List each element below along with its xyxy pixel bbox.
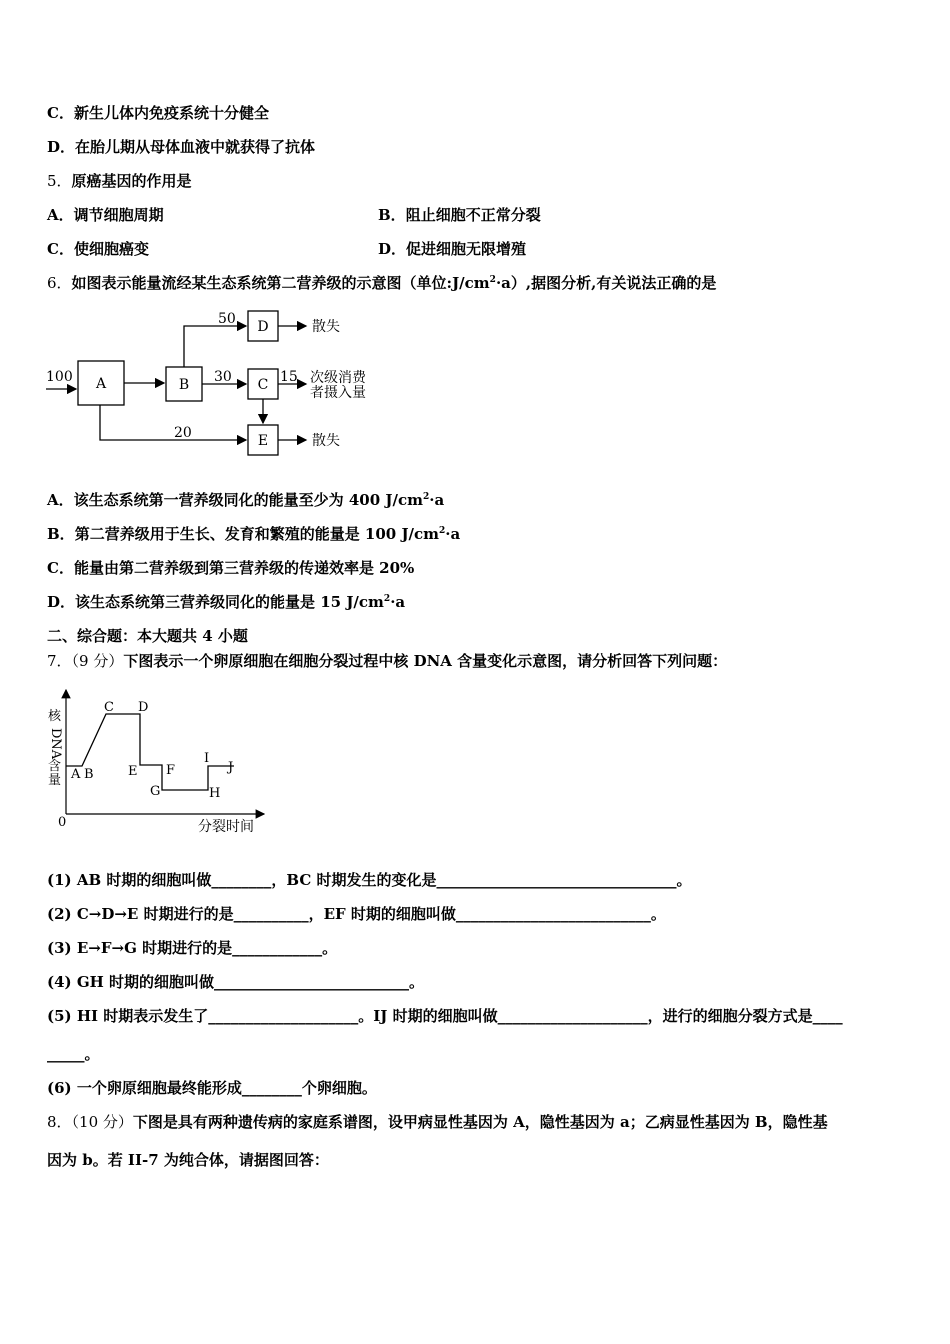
q5-option-b: B．阻止细胞不正常分裂 — [378, 206, 541, 224]
label-next-1: 次级消费 — [310, 370, 366, 386]
q7-sub-5: (5) HI 时期表示发生了____________________。IJ 时期的细胞叫做____________________，进行的细胞分裂方式是____ — [47, 1007, 843, 1025]
q7-sub-1: (1) AB 时期的细胞叫做________，BC 时期发生的变化是________________________________。 — [47, 871, 692, 889]
point-i: I — [204, 751, 210, 766]
section-2-title: 二、综合题：本大题共 4 小题 — [47, 627, 248, 645]
q4-option-c: C．新生儿体内免疫系统十分健全 — [47, 104, 269, 122]
q6-option-a: A．该生态系统第一营养级同化的能量至少为 400 $J/cm^2\cdot a$ — [47, 491, 445, 509]
q6-option-b: B．第二营养级用于生长、发育和繁殖的能量是 100 $J/cm^2\cdot a$ — [47, 525, 461, 543]
q5-stem: 5．原癌基因的作用是 — [47, 172, 192, 190]
q7-sub-2: (2) C→D→E 时期进行的是__________，EF 时期的细胞叫做__________________________。 — [47, 905, 666, 923]
point-g: G — [150, 784, 161, 799]
energy-flow-diagram — [40, 305, 390, 465]
q5-option-c: C．使细胞癌变 — [47, 240, 149, 258]
q7-sub-6: (6) 一个卵原细胞最终能形成________个卵细胞。 — [47, 1079, 377, 1097]
q8-stem-1: 8．（10 分）下图是具有两种遗传病的家庭系谱图，设甲病显性基因为 A，隐性基因为 a；乙病显性基因为 B，隐性基 — [47, 1113, 828, 1131]
box-d-label: D — [257, 319, 269, 335]
label-20: 20 — [174, 425, 192, 441]
point-d: D — [138, 700, 149, 715]
x-axis-label: 分裂时间 — [198, 819, 254, 835]
label-next-2: 者摄入量 — [310, 385, 366, 401]
box-c-label: C — [257, 377, 269, 393]
point-b: B — [84, 767, 94, 782]
q7-stem: 7．（9 分）下图表示一个卵原细胞在细胞分裂过程中核 DNA 含量变化示意图，请分析回答下列问题： — [47, 652, 728, 670]
q7-sub-3: (3) E→F→G 时期进行的是____________。 — [47, 939, 338, 957]
svg-text:核: 核 — [48, 709, 62, 724]
label-30: 30 — [214, 369, 232, 385]
q7-sub-4: (4) GH 时期的细胞叫做__________________________。 — [47, 973, 425, 991]
point-j: J — [228, 760, 234, 775]
dna-content-graph — [42, 684, 272, 839]
label-100: 100 — [46, 369, 73, 385]
svg-text:含: 含 — [48, 759, 62, 774]
svg-text:DNA: DNA — [48, 728, 63, 760]
point-a: A — [71, 767, 81, 782]
box-e-label: E — [257, 433, 269, 449]
point-e: E — [128, 764, 138, 779]
q4-option-d: D．在胎儿期从母体血液中就获得了抗体 — [47, 138, 316, 156]
q5-option-a: A．调节细胞周期 — [47, 206, 164, 224]
box-a-label: A — [95, 376, 107, 392]
q7-sub-5-cont: _____。 — [47, 1045, 100, 1063]
label-50: 50 — [218, 311, 236, 327]
point-c: C — [104, 700, 114, 715]
q5-option-d: D．促进细胞无限增殖 — [378, 240, 527, 258]
q6-option-c: C．能量由第二营养级到第三营养级的传递效率是 20% — [47, 559, 415, 577]
label-loss-e: 散失 — [312, 433, 340, 449]
svg-text:量: 量 — [48, 773, 62, 788]
point-f: F — [166, 763, 176, 778]
box-b-label: B — [178, 377, 190, 393]
label-15: 15 — [280, 369, 298, 385]
y-axis-label — [48, 708, 63, 788]
label-loss-d: 散失 — [312, 319, 340, 335]
point-h: H — [209, 786, 221, 801]
q8-stem-2: 因为 b。若 II-7 为纯合体，请据图回答： — [47, 1151, 329, 1169]
q6-stem: 6．如图表示能量流经某生态系统第二营养级的示意图（单位$:J/cm^2\cdot a$）,据图分析,有关说法正确的是 — [47, 274, 717, 292]
origin-label: 0 — [58, 815, 67, 830]
q6-option-d: D．该生态系统第三营养级同化的能量是 15 $J/cm^2\cdot a$ — [47, 593, 406, 611]
